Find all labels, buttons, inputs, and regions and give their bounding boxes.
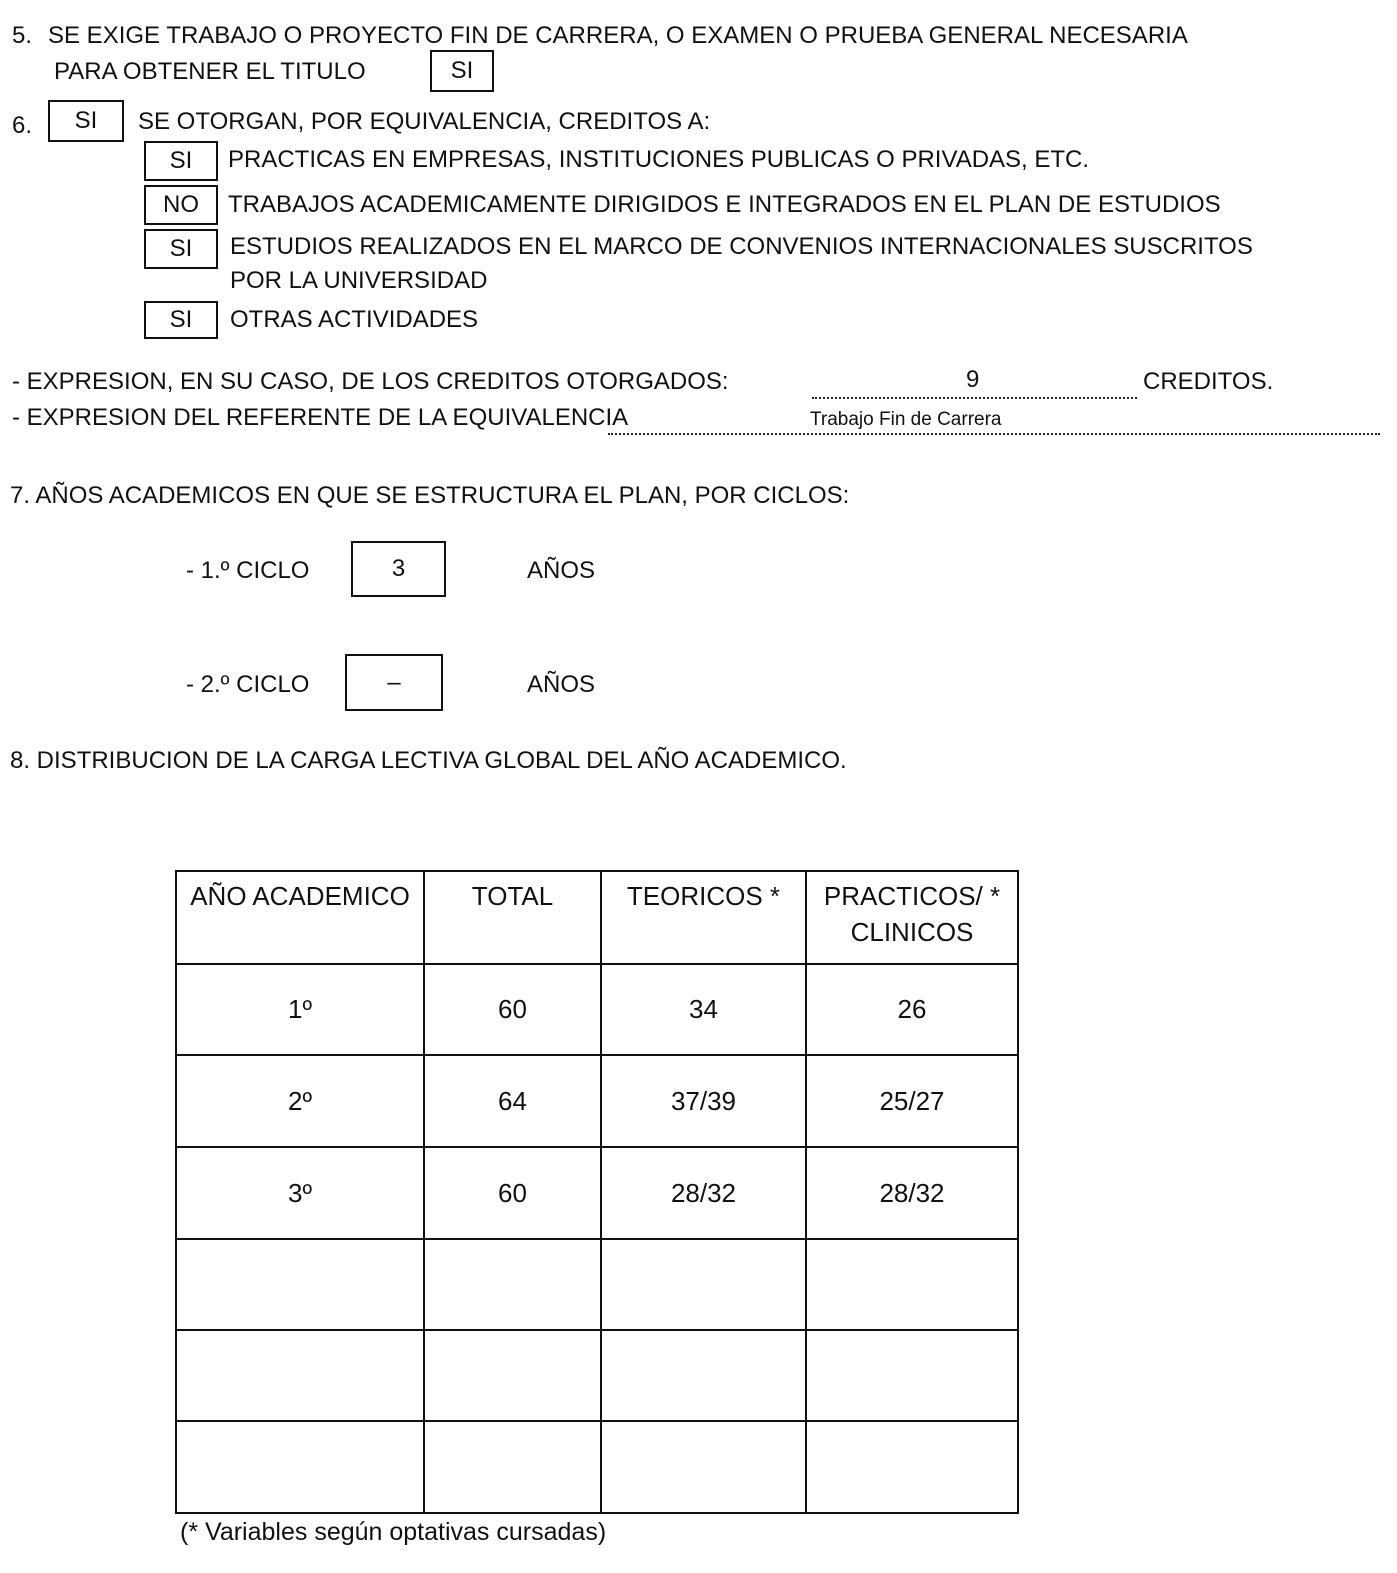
section6-answer-box: SI [48, 100, 124, 142]
item1-answer-box: SI [144, 141, 218, 181]
section5-line2: PARA OBTENER EL TITULO [54, 58, 366, 85]
cell-practical [806, 1421, 1018, 1513]
header-year: AÑO ACADEMICO [176, 871, 424, 964]
table-row [176, 1330, 1018, 1421]
cell-theoretical: 37/39 [601, 1055, 806, 1147]
cell-year: 2º [176, 1055, 424, 1147]
referent-value: Trabajo Fin de Carrera [810, 409, 1002, 430]
cell-total [424, 1330, 601, 1421]
cycle1-value-box: 3 [351, 541, 446, 597]
header-practical-line2: CLINICOS [850, 917, 974, 948]
cell-year [176, 1239, 424, 1330]
cell-practical [806, 1330, 1018, 1421]
item3-text: ESTUDIOS REALIZADOS EN EL MARCO DE CONVENIOS INTERNACIONALES SUSCRITOS [230, 233, 1253, 260]
credits-unit: CREDITOS. [1143, 368, 1274, 395]
cycle1-label: - 1.º CICLO [186, 557, 310, 584]
table-header-row [176, 871, 1018, 964]
credits-label: - EXPRESION, EN SU CASO, DE LOS CREDITOS OTORGADOS: [12, 368, 729, 395]
cycle2-value-box: – [345, 654, 443, 711]
cell-practical [806, 1239, 1018, 1330]
table-row [176, 1239, 1018, 1330]
item2-text: TRABAJOS ACADEMICAMENTE DIRIGIDOS E INTEGRADOS EN EL PLAN DE ESTUDIOS [228, 191, 1221, 218]
referent-dotted-line [608, 433, 1380, 435]
cycle1-unit: AÑOS [527, 557, 596, 584]
cell-total [424, 1239, 601, 1330]
header-practical-line1: PRACTICOS/ * [823, 881, 1001, 911]
table-row [176, 1147, 1018, 1239]
section6-heading: SE OTORGAN, POR EQUIVALENCIA, CREDITOS A: [138, 108, 711, 135]
header-theoretical: TEORICOS * [601, 871, 806, 964]
item3-text-line2: POR LA UNIVERSIDAD [230, 267, 488, 294]
header-practical [806, 871, 1018, 964]
section5-answer-box: SI [430, 50, 494, 92]
section7-title: 7. AÑOS ACADEMICOS EN QUE SE ESTRUCTURA EL PLAN, POR CICLOS: [10, 482, 850, 509]
item2-answer-box: NO [144, 185, 218, 225]
cell-total: 60 [424, 1147, 601, 1239]
table-row [176, 964, 1018, 1055]
section5-number: 5. [12, 22, 33, 49]
cell-year [176, 1421, 424, 1513]
item3-answer-box: SI [144, 229, 218, 269]
cycle2-label: - 2.º CICLO [186, 671, 310, 698]
table-row [176, 1055, 1018, 1147]
cycle2-unit: AÑOS [527, 671, 596, 698]
cell-total: 64 [424, 1055, 601, 1147]
item4-answer-box: SI [144, 301, 218, 339]
cell-year: 1º [176, 964, 424, 1055]
cell-practical: 26 [806, 964, 1018, 1055]
cell-theoretical [601, 1239, 806, 1330]
credits-value: 9 [966, 366, 980, 393]
cell-practical: 28/32 [806, 1147, 1018, 1239]
cell-theoretical [601, 1421, 806, 1513]
cell-practical: 25/27 [806, 1055, 1018, 1147]
load-distribution-table [175, 870, 1019, 1514]
section5-line1: SE EXIGE TRABAJO O PROYECTO FIN DE CARRERA, O EXAMEN O PRUEBA GENERAL NECESARIA [48, 22, 1188, 49]
cell-theoretical [601, 1330, 806, 1421]
item4-text: OTRAS ACTIVIDADES [230, 306, 479, 333]
cell-year: 3º [176, 1147, 424, 1239]
table-footnote: (* Variables según optativas cursadas) [180, 1518, 607, 1546]
referent-label: - EXPRESION DEL REFERENTE DE LA EQUIVALENCIA [12, 404, 629, 431]
section6-number: 6. [12, 112, 33, 139]
header-total: TOTAL [424, 871, 601, 964]
cell-theoretical: 28/32 [601, 1147, 806, 1239]
credits-dotted-line [812, 397, 1137, 399]
section8-title: 8. DISTRIBUCION DE LA CARGA LECTIVA GLOBAL DEL AÑO ACADEMICO. [10, 747, 847, 774]
table-row [176, 1421, 1018, 1513]
item1-text: PRACTICAS EN EMPRESAS, INSTITUCIONES PUBLICAS O PRIVADAS, ETC. [228, 146, 1090, 173]
cell-year [176, 1330, 424, 1421]
cell-total [424, 1421, 601, 1513]
cell-theoretical: 34 [601, 964, 806, 1055]
cell-total: 60 [424, 964, 601, 1055]
